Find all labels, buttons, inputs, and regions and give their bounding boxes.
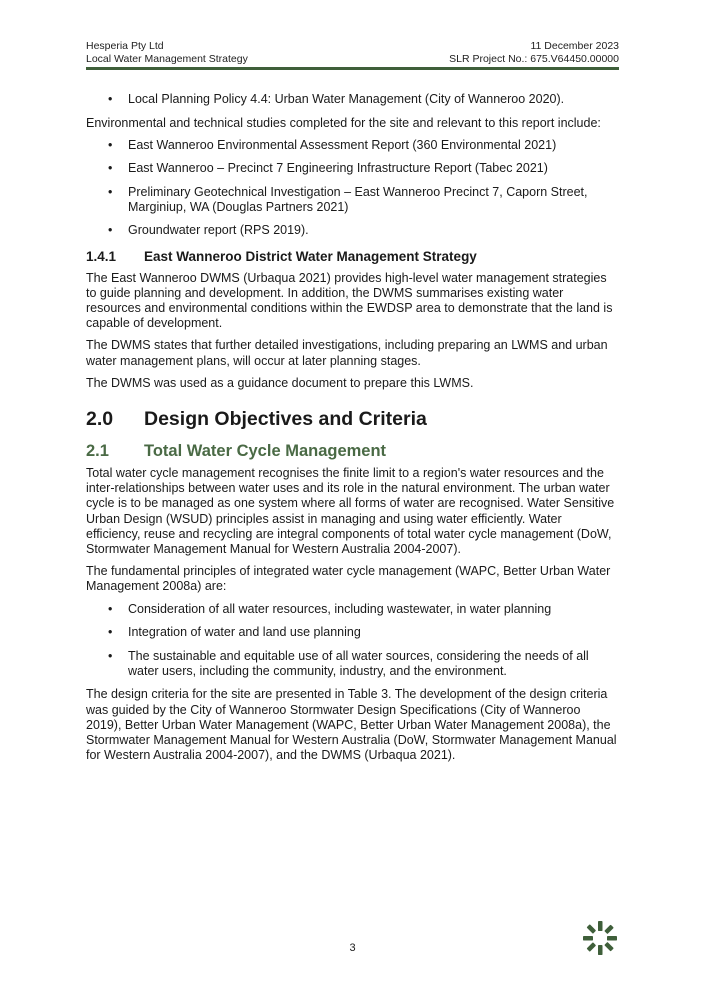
studies-list: [86, 138, 619, 239]
policy-bullet-list: [86, 92, 619, 107]
section-number: 2.0: [86, 408, 114, 431]
paragraph: The DWMS states that further detailed investigations, including preparing an LWMS and urban water management plans, will occur at later planning stages.: [86, 338, 608, 368]
section-number: 2.1: [86, 442, 109, 461]
section-2-1-heading: [86, 441, 619, 461]
section-2-0-heading: [86, 408, 619, 431]
list-item: • Integration of water and land use planning: [108, 625, 361, 640]
paragraph: The East Wanneroo DWMS (Urbaqua 2021) provides high-level water management strategies to guide planning and development. In addition, the DWMS summarises existing water resources and environmental conditions within the EWDSP area to demonstrate that the land is capable of development.: [86, 270, 613, 331]
section-1-4-1-heading: [86, 249, 619, 265]
header-company: Hesperia Pty Ltd: [86, 40, 164, 52]
page-number: 3: [349, 942, 356, 954]
section-title: Design Objectives and Criteria: [144, 408, 427, 431]
bullet-glyph: •: [108, 625, 113, 640]
bullet-glyph: •: [108, 184, 113, 199]
page-header: [86, 40, 619, 66]
paragraph: The fundamental principles of integrated water cycle management (WAPC, Better Urban Water Management 2008a) are:: [86, 564, 611, 594]
page-content: [86, 92, 619, 770]
header-project-no: SLR Project No.: 675.V64450.00000: [449, 53, 619, 65]
list-item: • The sustainable and equitable use of all water sources, considering the needs of all water users, including the community, industry, and the environment.: [108, 648, 589, 678]
principles-list: [86, 602, 619, 679]
list-item: • Preliminary Geotechnical Investigation – East Wanneroo Precinct 7, Caporn Street, Marginiup, WA (Douglas Partners 2021): [108, 184, 588, 214]
header-doc-title: Local Water Management Strategy: [86, 53, 248, 65]
bullet-glyph: •: [108, 601, 113, 616]
list-item: • Consideration of all water resources, including wastewater, in water planning: [108, 601, 552, 616]
section-title: East Wanneroo District Water Management Strategy: [144, 248, 477, 264]
header-divider: [86, 67, 619, 70]
studies-intro: Environmental and technical studies completed for the site and relevant to this report include:: [86, 115, 601, 130]
header-date: 11 December 2023: [530, 40, 619, 52]
bullet-glyph: •: [108, 137, 113, 152]
section-number: 1.4.1: [86, 248, 117, 264]
list-item: • East Wanneroo – Precinct 7 Engineering Infrastructure Report (Tabec 2021): [108, 161, 548, 176]
list-item: • East Wanneroo Environmental Assessment Report (360 Environmental 2021): [108, 137, 557, 152]
slr-logo-icon: [582, 920, 618, 956]
bullet-glyph: •: [108, 92, 113, 106]
section-title: Total Water Cycle Management: [144, 442, 387, 461]
list-item: • Groundwater report (RPS 2019).: [108, 223, 309, 238]
paragraph: The DWMS was used as a guidance document to prepare this LWMS.: [86, 375, 474, 390]
list-item: • Local Planning Policy 4.4: Urban Water Management (City of Wanneroo 2020).: [108, 92, 565, 106]
paragraph: Total water cycle management recognises the finite limit to a region's water resources and the inter-relationships between water uses and its role in the natural environment. The urban water cycle is to be managed as one system where all forms of water are recognised. Water Sensitive Urban Design (WSUD) principles assist in managing and using water efficiently. Water efficiency, reuse and recycling are integral components of total water cycle management (DoW, Stormwater Management Manual for Western Australia 2004-2007).: [86, 466, 615, 557]
bullet-glyph: •: [108, 223, 113, 238]
bullet-glyph: •: [108, 648, 113, 663]
paragraph: The design criteria for the site are presented in Table 3. The development of the design criteria was guided by the City of Wanneroo Stormwater Design Specifications (City of Wanneroo 2019), Better Urban Water Management (WAPC, Better Urban Water Management 2008a), the Stormwater Management Manual for Western Australia (DoW, Stormwater Management Manual for Western Australia 2004-2007), and the DWMS (Urbaqua 2021).: [86, 687, 617, 763]
bullet-glyph: •: [108, 161, 113, 176]
